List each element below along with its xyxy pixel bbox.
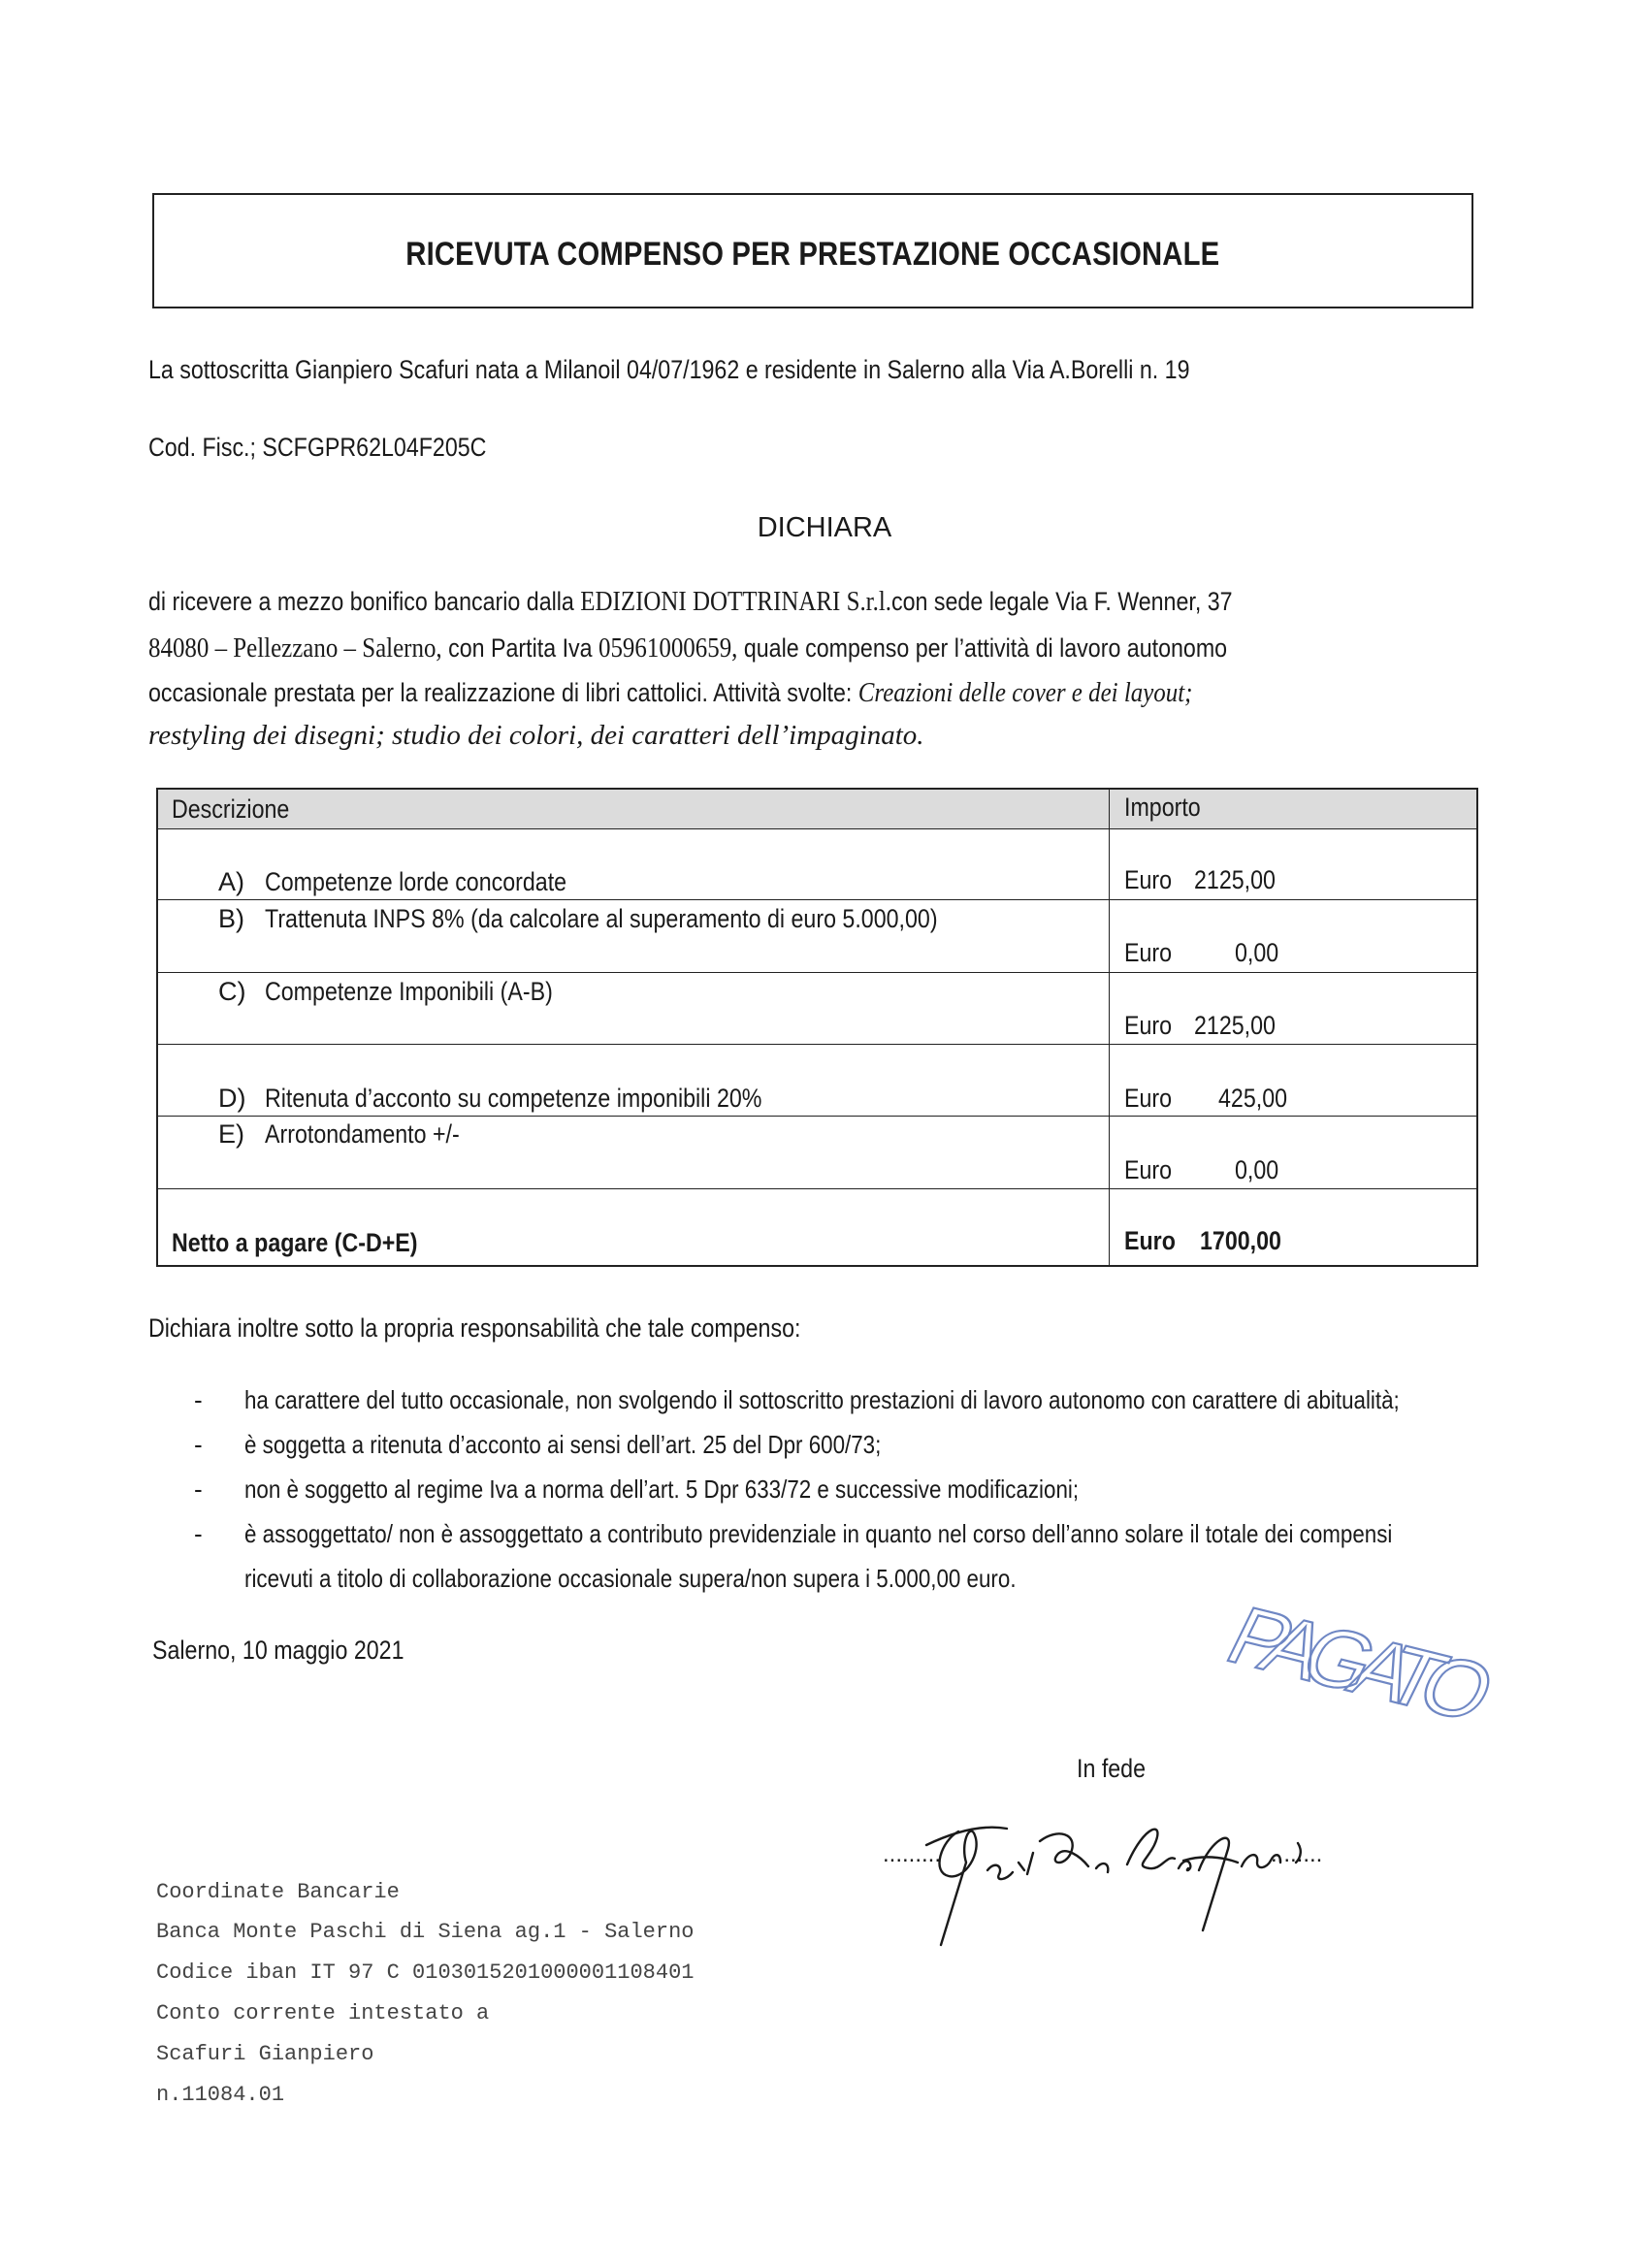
place-date: Salerno, 10 maggio 2021: [152, 1636, 404, 1665]
title-box: [152, 193, 1473, 308]
page-title: RICEVUTA COMPENSO PER PRESTAZIONE OCCASIONALE: [405, 236, 1220, 273]
bank-account-number: n.11084.01: [156, 2083, 285, 2107]
body-line-1: di ricevere a mezzo bonifico bancario dalla EDIZIONI DOTTRINARI S.r.l.con sede legale Via F. Wenner, 37: [148, 586, 1233, 617]
bank-account-holder-label: Conto corrente intestato a: [156, 2001, 490, 2025]
table-column-divider: [1109, 790, 1110, 1265]
table-header-row: [158, 790, 1476, 828]
bank-account-holder: Scafuri Gianpiero: [156, 2042, 374, 2066]
body-line-2: 84080 – Pellezzano – Salerno, con Partita Iva 05961000659, quale compenso per l’attività di lavoro autonomo: [148, 632, 1228, 664]
declares-heading: DICHIARA: [757, 512, 892, 543]
also-declares: Dichiara inoltre sotto la propria responsabilità che tale compenso:: [148, 1313, 801, 1343]
intro-line: La sottoscritta Gianpiero Scafuri nata a Milanoil 04/07/1962 e residente in Salerno alla Via A.Borelli n. 19: [148, 355, 1190, 384]
header-description: Descrizione: [172, 794, 290, 824]
closing: In fede: [1077, 1754, 1147, 1783]
fiscal-code: Cod. Fisc.; SCFGPR62L04F205C: [148, 433, 487, 462]
fee-table: Descrizione Importo A) Competenze lorde concordate Euro 2125,00 B) Trattenuta INPS 8% (da calcolare al superamento di euro 5.000,00) Euro 0,00 C) Competenze Imponibili (A-B) Euro 2125,00 D) Ritenuta d’acconto su competenze imponibili 20% Euro 425,00 E) Arrotondamento +/- Euro 0,00 Netto a pagare (C-D+E) Euro 1700,00: [156, 788, 1478, 1267]
header-amount: Importo: [1124, 793, 1201, 822]
bank-name: Banca Monte Paschi di Siena ag.1 - Salerno: [156, 1920, 695, 1944]
body-line-3: occasionale prestata per la realizzazione di libri cattolici. Attività svolte: Creazioni delle cover e dei layout;: [148, 677, 1193, 708]
paid-stamp-text: PAGATO: [1212, 1590, 1509, 1739]
body-line-4: restyling dei disegni; studio dei colori, dei caratteri dell’impaginato.: [148, 720, 924, 751]
bank-heading: Coordinate Bancarie: [156, 1880, 400, 1904]
signature: [873, 1785, 1339, 1940]
signature-dots: .........: [883, 1841, 942, 1867]
paid-stamp: [1212, 1590, 1523, 1785]
bank-iban: Codice iban IT 97 C 0103015201000001108401: [156, 1960, 695, 1985]
signature-dots-end: ........: [1271, 1841, 1323, 1867]
